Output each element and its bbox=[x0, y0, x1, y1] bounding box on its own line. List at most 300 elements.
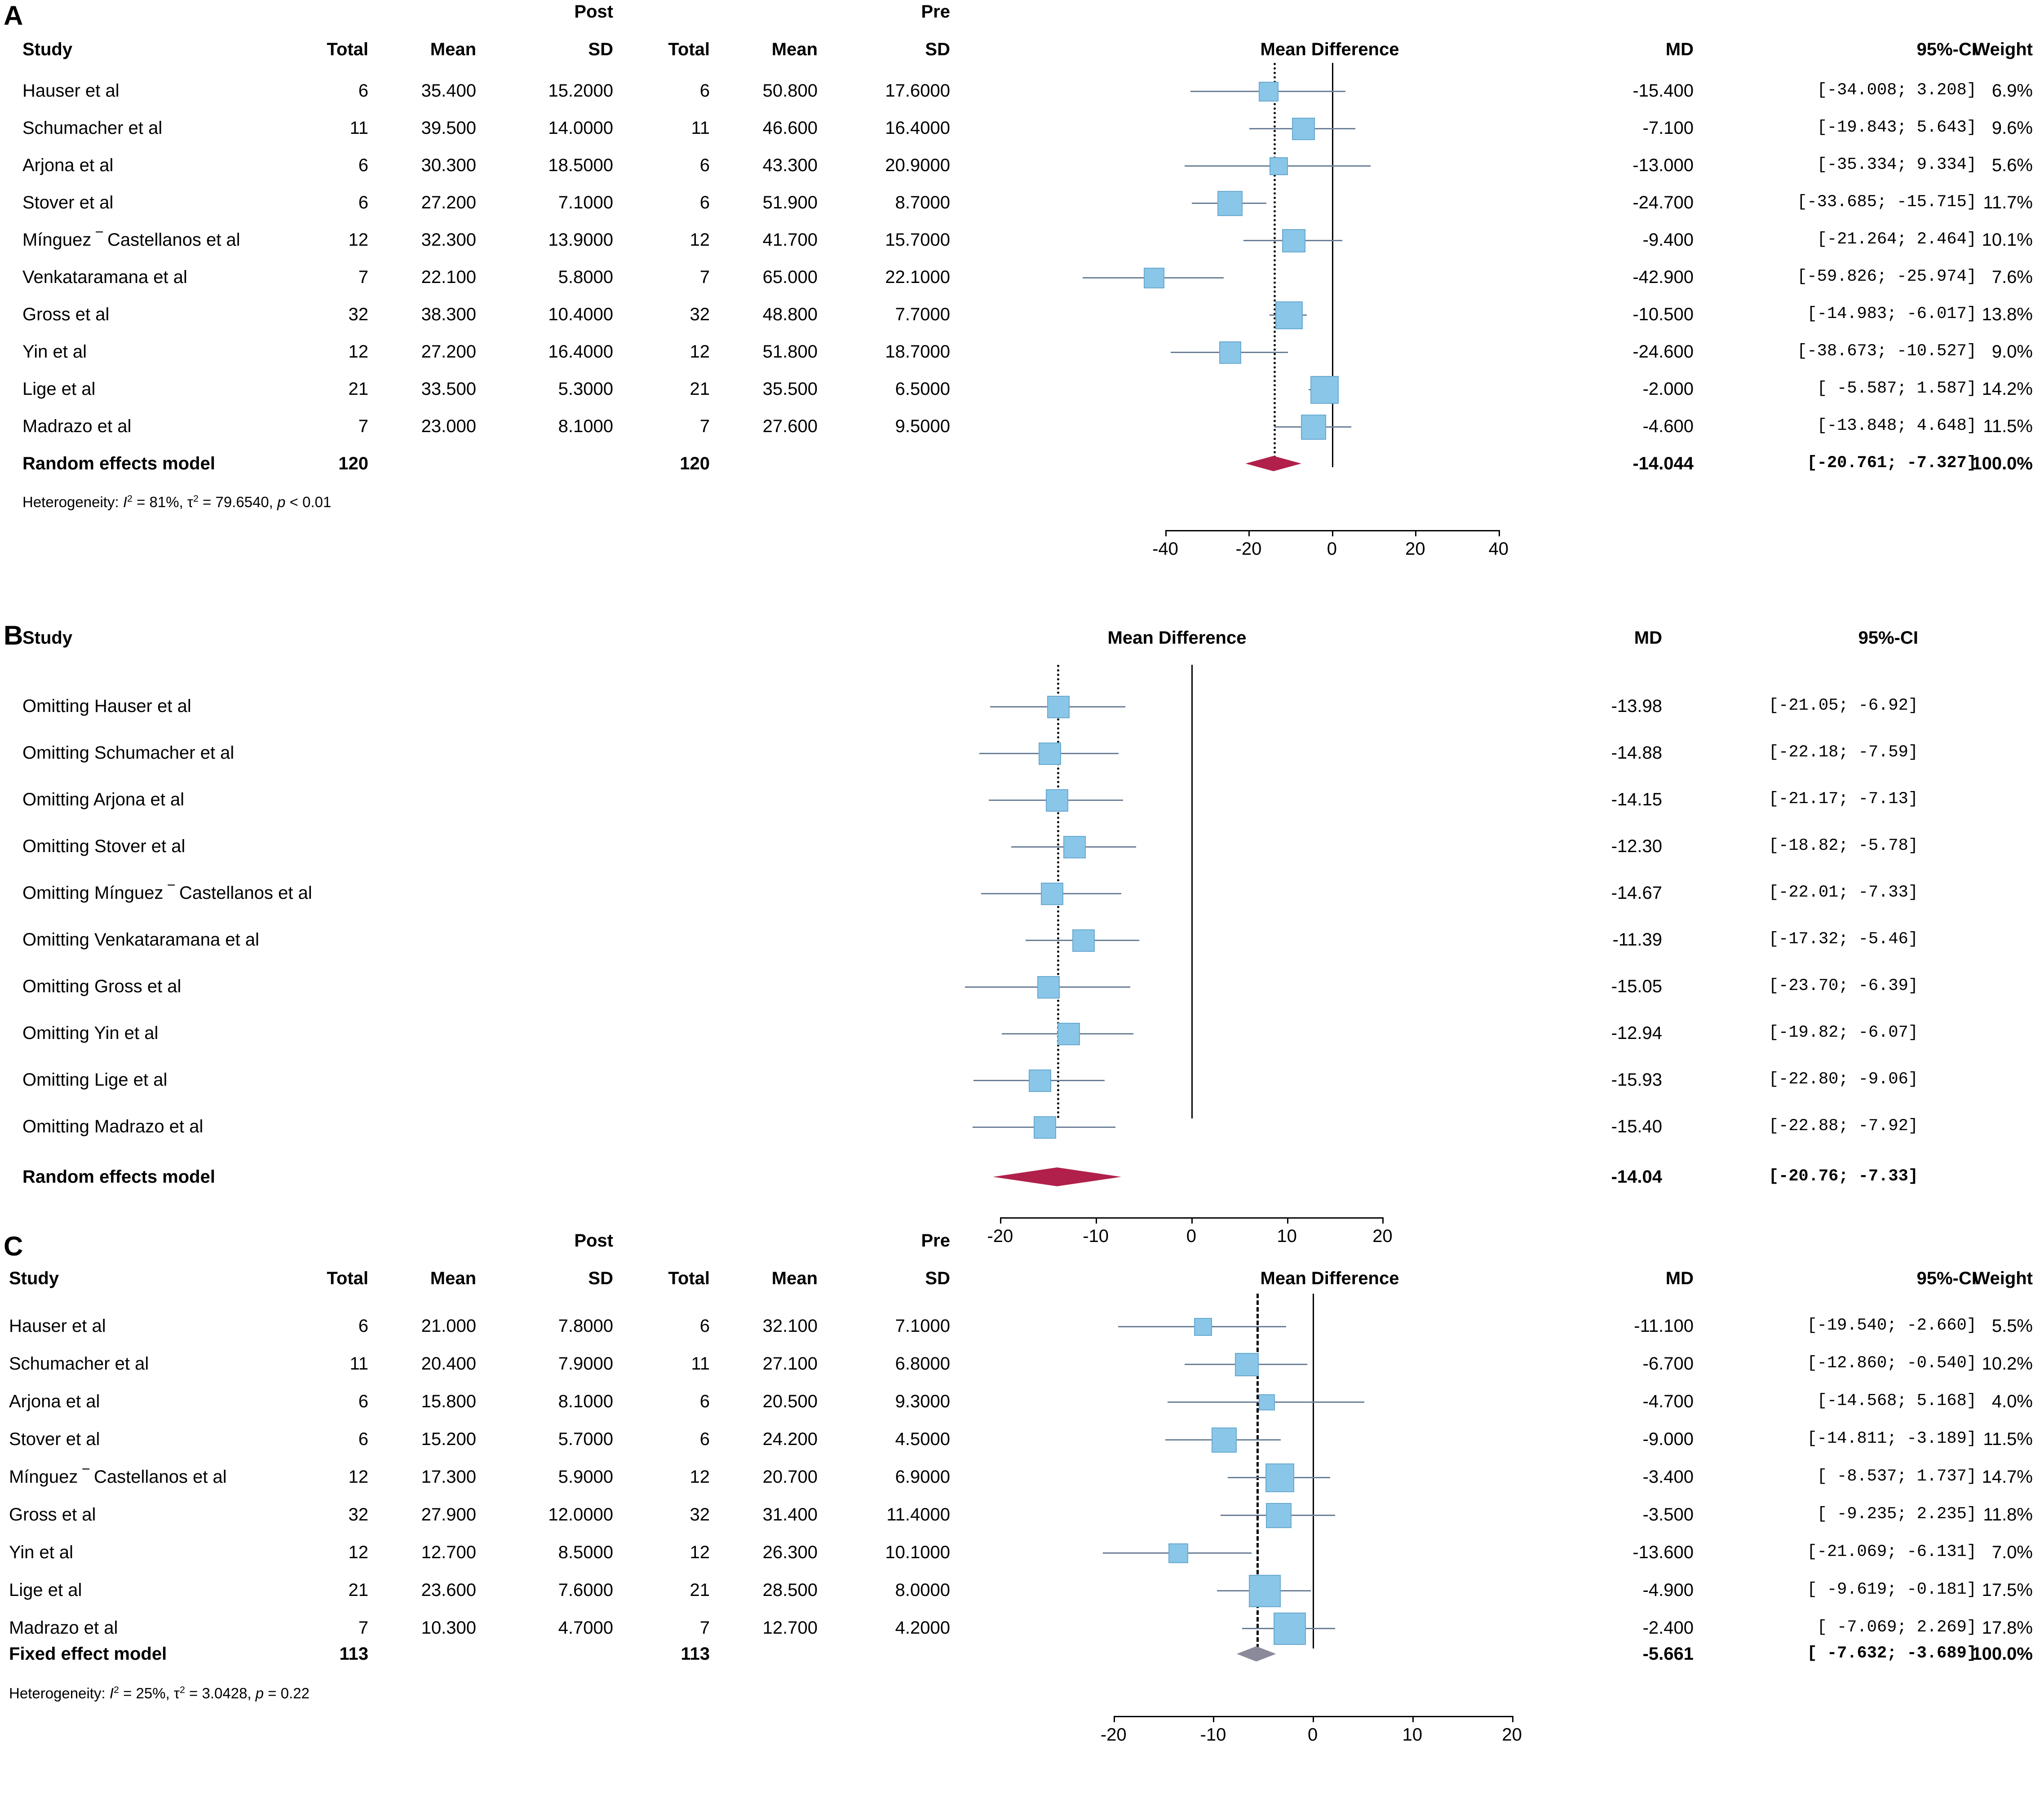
header-weight-a: Weight bbox=[1973, 40, 2033, 59]
x-axis-tick bbox=[1000, 1217, 1001, 1224]
x-axis-tick-label: -20 bbox=[987, 1226, 1013, 1246]
summary-total-post: 120 bbox=[338, 454, 368, 473]
row-sd-post: 8.5000 bbox=[558, 1542, 613, 1562]
row-ci: [-22.80; -9.06] bbox=[1768, 1070, 1918, 1089]
row-md: -15.40 bbox=[1611, 1117, 1662, 1136]
row-md: -4.600 bbox=[1642, 416, 1694, 436]
row-study-label: Omitting Mínguez ‾ Castellanos et al bbox=[22, 883, 312, 903]
x-axis-tick-label: 20 bbox=[1502, 1725, 1522, 1745]
row-mean-pre: 20.700 bbox=[762, 1467, 818, 1487]
effect-box bbox=[1265, 1463, 1294, 1492]
row-sd-pre: 8.0000 bbox=[895, 1580, 950, 1600]
row-md: -14.88 bbox=[1611, 743, 1662, 763]
row-sd-pre: 17.6000 bbox=[885, 81, 950, 101]
x-axis-tick bbox=[1248, 530, 1250, 536]
row-total-pre: 6 bbox=[699, 155, 710, 175]
row-total-pre: 32 bbox=[690, 305, 710, 324]
row-mean-post: 21.000 bbox=[421, 1316, 476, 1336]
row-total-post: 12 bbox=[348, 1542, 368, 1562]
row-study-label: Yin et al bbox=[9, 1542, 74, 1562]
row-sd-post: 18.5000 bbox=[548, 155, 613, 175]
effect-box bbox=[1047, 696, 1070, 718]
header-ci-b: 95%-CI bbox=[1858, 628, 1918, 648]
row-sd-post: 7.6000 bbox=[558, 1580, 613, 1600]
x-axis-tick bbox=[1512, 1716, 1513, 1722]
row-md: -6.700 bbox=[1642, 1354, 1694, 1374]
row-total-pre: 6 bbox=[699, 81, 710, 101]
row-mean-pre: 65.000 bbox=[762, 267, 818, 287]
row-md: -3.400 bbox=[1642, 1467, 1694, 1487]
x-axis-tick-label: 20 bbox=[1372, 1226, 1393, 1246]
row-sd-pre: 7.7000 bbox=[895, 305, 950, 324]
row-mean-pre: 28.500 bbox=[762, 1580, 818, 1600]
x-axis-tick bbox=[1287, 1217, 1288, 1224]
row-md: -9.400 bbox=[1642, 230, 1694, 250]
row-sd-post: 5.9000 bbox=[558, 1467, 613, 1487]
row-md: -13.600 bbox=[1633, 1542, 1694, 1562]
row-sd-pre: 6.5000 bbox=[895, 379, 950, 399]
row-sd-pre: 18.7000 bbox=[885, 342, 950, 362]
row-weight: 11.8% bbox=[1983, 1505, 2033, 1525]
header-mean1-a: Mean bbox=[430, 40, 476, 59]
row-mean-post: 33.500 bbox=[421, 379, 476, 399]
row-mean-pre: 26.300 bbox=[762, 1542, 818, 1562]
effect-box bbox=[1249, 1575, 1281, 1607]
row-sd-post: 4.7000 bbox=[558, 1618, 613, 1638]
row-md: -15.05 bbox=[1611, 977, 1662, 996]
row-weight: 17.8% bbox=[1982, 1618, 2033, 1638]
row-study-label: Omitting Gross et al bbox=[22, 977, 181, 996]
row-md: -10.500 bbox=[1633, 305, 1694, 324]
row-weight: 10.1% bbox=[1982, 230, 2033, 250]
plot-area-b bbox=[952, 669, 1402, 1172]
heterogeneity-text: Heterogeneity: $I^2 = 81\%$, $\tau^2 = 79.6540$, p < 0.01 bbox=[22, 493, 332, 510]
header-sd2-c: SD bbox=[925, 1268, 950, 1288]
x-axis-tick-label: 20 bbox=[1405, 539, 1425, 559]
row-ci: [-18.82; -5.78] bbox=[1768, 836, 1918, 855]
row-sd-pre: 11.4000 bbox=[886, 1505, 950, 1525]
row-total-pre: 12 bbox=[690, 342, 710, 362]
row-mean-post: 38.300 bbox=[421, 305, 476, 324]
row-ci: [-33.685; -15.715] bbox=[1797, 193, 1977, 212]
heterogeneity-text: Heterogeneity: $I^2 = 25\%$, $\tau^2 = 3.0428$, p = 0.22 bbox=[9, 1684, 310, 1702]
row-total-post: 7 bbox=[358, 416, 368, 436]
header-sd2-a: SD bbox=[925, 40, 950, 59]
effect-box bbox=[1034, 1116, 1056, 1139]
row-mean-pre: 24.200 bbox=[762, 1429, 818, 1449]
row-md: -11.100 bbox=[1634, 1316, 1694, 1336]
summary-ci: [ -7.632; -3.689] bbox=[1807, 1644, 1977, 1663]
row-study-label: Hauser et al bbox=[22, 81, 119, 101]
row-ci: [-14.983; -6.017] bbox=[1807, 305, 1977, 323]
x-axis-tick-label: 10 bbox=[1402, 1725, 1423, 1745]
row-md: -9.000 bbox=[1642, 1429, 1694, 1449]
row-total-post: 6 bbox=[358, 1392, 368, 1411]
row-ci: [-14.811; -3.189] bbox=[1807, 1429, 1977, 1448]
x-axis-tick-label: -20 bbox=[1235, 539, 1262, 559]
row-mean-pre: 48.800 bbox=[762, 305, 818, 324]
x-axis-tick-label: 10 bbox=[1277, 1226, 1297, 1246]
x-axis-tick bbox=[1313, 1716, 1314, 1722]
row-total-post: 7 bbox=[358, 1618, 368, 1638]
row-sd-post: 5.7000 bbox=[558, 1429, 613, 1449]
header-study-b: Study bbox=[22, 628, 73, 648]
row-total-post: 12 bbox=[348, 230, 368, 250]
header-total1-c: Total bbox=[327, 1268, 368, 1288]
row-total-pre: 12 bbox=[690, 1467, 710, 1487]
header-sd1-c: SD bbox=[588, 1268, 613, 1288]
row-mean-post: 27.200 bbox=[421, 342, 476, 362]
row-mean-post: 32.300 bbox=[421, 230, 476, 250]
row-mean-post: 35.400 bbox=[421, 81, 476, 101]
row-ci: [-14.568; 5.168] bbox=[1817, 1392, 1977, 1410]
row-sd-pre: 4.2000 bbox=[895, 1618, 950, 1638]
row-sd-pre: 15.7000 bbox=[885, 230, 950, 250]
row-md: -12.94 bbox=[1611, 1023, 1662, 1043]
effect-box bbox=[1292, 118, 1315, 141]
row-sd-post: 8.1000 bbox=[558, 1392, 613, 1411]
row-weight: 11.5% bbox=[1983, 416, 2033, 436]
row-mean-post: 23.600 bbox=[421, 1580, 476, 1600]
row-ci: [-21.17; -7.13] bbox=[1768, 790, 1918, 809]
row-total-post: 11 bbox=[350, 118, 368, 138]
header-md-b: MD bbox=[1634, 628, 1662, 648]
row-study-label: Schumacher et al bbox=[9, 1354, 149, 1374]
x-axis-tick-label: -20 bbox=[1100, 1725, 1127, 1745]
row-ci: [ -5.587; 1.587] bbox=[1817, 379, 1977, 398]
row-total-post: 6 bbox=[358, 1316, 368, 1336]
row-sd-post: 15.2000 bbox=[548, 81, 613, 101]
header-total2-c: Total bbox=[668, 1268, 710, 1288]
header-total2-a: Total bbox=[668, 40, 710, 59]
row-ci: [-21.05; -6.92] bbox=[1768, 696, 1918, 715]
row-ci: [-13.848; 4.648] bbox=[1817, 416, 1977, 435]
row-study-label: Lige et al bbox=[22, 379, 96, 399]
row-study-label: Mínguez ‾ Castellanos et al bbox=[9, 1467, 227, 1487]
row-sd-pre: 10.1000 bbox=[885, 1542, 950, 1562]
x-axis-tick bbox=[1499, 530, 1500, 536]
row-total-pre: 6 bbox=[699, 1392, 710, 1411]
row-sd-pre: 6.8000 bbox=[895, 1354, 950, 1374]
row-ci: [-21.069; -6.131] bbox=[1807, 1542, 1977, 1561]
row-sd-post: 7.8000 bbox=[558, 1316, 613, 1336]
x-axis-tick-label: 0 bbox=[1186, 1226, 1197, 1246]
row-sd-post: 13.9000 bbox=[548, 230, 613, 250]
summary-weight: 100.0% bbox=[1972, 1644, 2033, 1664]
row-mean-pre: 31.400 bbox=[762, 1505, 818, 1525]
row-md: -24.700 bbox=[1633, 193, 1694, 212]
summary-label: Fixed effect model bbox=[9, 1644, 167, 1664]
row-mean-pre: 50.800 bbox=[762, 81, 818, 101]
row-mean-pre: 35.500 bbox=[762, 379, 818, 399]
row-ci: [ -9.619; -0.181] bbox=[1807, 1580, 1977, 1599]
row-total-post: 21 bbox=[348, 379, 368, 399]
row-md: -4.700 bbox=[1642, 1392, 1694, 1411]
row-total-pre: 6 bbox=[699, 1429, 710, 1449]
row-total-post: 21 bbox=[348, 1580, 368, 1600]
row-mean-post: 39.500 bbox=[421, 118, 476, 138]
row-sd-pre: 20.9000 bbox=[885, 155, 950, 175]
effect-box bbox=[1274, 1613, 1306, 1645]
effect-box bbox=[1072, 929, 1095, 952]
panel-b-letter: B bbox=[4, 620, 23, 650]
effect-box bbox=[1212, 1428, 1237, 1453]
row-weight: 5.5% bbox=[1991, 1316, 2033, 1336]
row-total-post: 6 bbox=[358, 193, 368, 212]
header-md-c: MD bbox=[1665, 1268, 1694, 1288]
row-sd-post: 7.1000 bbox=[558, 193, 613, 212]
row-md: -12.30 bbox=[1611, 836, 1662, 856]
row-ci: [-19.540; -2.660] bbox=[1807, 1316, 1977, 1335]
x-axis-tick bbox=[1382, 1217, 1384, 1224]
row-total-pre: 12 bbox=[690, 1542, 710, 1562]
row-sd-post: 8.1000 bbox=[558, 416, 613, 436]
row-total-pre: 7 bbox=[699, 267, 710, 287]
row-sd-pre: 6.9000 bbox=[895, 1467, 950, 1487]
row-study-label: Omitting Schumacher et al bbox=[22, 743, 234, 763]
row-study-label: Omitting Arjona et al bbox=[22, 790, 185, 809]
row-ci: [ -7.069; 2.269] bbox=[1817, 1618, 1977, 1637]
row-total-pre: 7 bbox=[699, 416, 710, 436]
zero-line bbox=[1191, 665, 1193, 1118]
header-mean1-c: Mean bbox=[430, 1268, 476, 1288]
row-md: -4.900 bbox=[1642, 1580, 1694, 1600]
row-mean-post: 22.100 bbox=[421, 267, 476, 287]
effect-box bbox=[1275, 301, 1303, 329]
header-post-a: Post bbox=[574, 2, 613, 22]
row-ci: [ -8.537; 1.737] bbox=[1817, 1467, 1977, 1486]
row-md: -13.000 bbox=[1633, 155, 1694, 175]
zero-line bbox=[1313, 1294, 1314, 1648]
summary-label: Random effects model bbox=[22, 454, 215, 473]
row-study-label: Arjona et al bbox=[9, 1392, 100, 1411]
x-axis-tick-label: -10 bbox=[1200, 1725, 1226, 1745]
effect-box bbox=[1259, 1394, 1275, 1410]
row-weight: 13.8% bbox=[1982, 305, 2033, 324]
row-weight: 9.6% bbox=[1991, 118, 2033, 138]
row-ci: [-35.334; 9.334] bbox=[1817, 155, 1977, 174]
row-study-label: Yin et al bbox=[22, 342, 87, 362]
row-weight: 14.7% bbox=[1982, 1467, 2033, 1487]
header-ci-c: 95%-CI bbox=[1916, 1268, 1977, 1288]
row-md: -42.900 bbox=[1633, 267, 1694, 287]
row-study-label: Omitting Lige et al bbox=[22, 1070, 168, 1090]
row-weight: 6.9% bbox=[1991, 81, 2033, 101]
row-ci: [-19.843; 5.643] bbox=[1817, 118, 1977, 137]
header-study-a: Study bbox=[22, 40, 73, 59]
effect-box bbox=[1144, 268, 1164, 288]
effect-box bbox=[1029, 1070, 1051, 1092]
row-sd-post: 14.0000 bbox=[548, 118, 613, 138]
row-ci: [ -9.235; 2.235] bbox=[1817, 1505, 1977, 1524]
row-study-label: Omitting Yin et al bbox=[22, 1023, 159, 1043]
row-sd-pre: 16.4000 bbox=[885, 118, 950, 138]
row-md: -11.39 bbox=[1612, 930, 1662, 950]
summary-weight: 100.0% bbox=[1972, 454, 2033, 473]
effect-box bbox=[1041, 883, 1063, 905]
row-study-label: Gross et al bbox=[9, 1505, 96, 1525]
row-mean-pre: 51.800 bbox=[762, 342, 818, 362]
row-weight: 10.2% bbox=[1982, 1354, 2033, 1374]
x-axis-tick-label: 40 bbox=[1488, 539, 1509, 559]
row-md: -14.67 bbox=[1611, 883, 1662, 903]
row-md: -13.98 bbox=[1611, 696, 1662, 716]
row-ci: [-19.82; -6.07] bbox=[1768, 1023, 1918, 1042]
row-study-label: Omitting Madrazo et al bbox=[22, 1117, 204, 1136]
row-mean-pre: 43.300 bbox=[762, 155, 818, 175]
summary-md: -14.044 bbox=[1633, 454, 1694, 473]
plot-title-c: Mean Difference bbox=[1260, 1268, 1399, 1288]
row-md: -2.400 bbox=[1642, 1618, 1694, 1638]
row-mean-post: 15.800 bbox=[421, 1392, 476, 1411]
row-weight: 7.6% bbox=[1991, 267, 2033, 287]
row-sd-post: 5.8000 bbox=[558, 267, 613, 287]
x-axis-tick-label: -40 bbox=[1152, 539, 1178, 559]
row-total-post: 11 bbox=[350, 1354, 368, 1374]
row-total-pre: 21 bbox=[690, 379, 710, 399]
effect-box bbox=[1057, 1023, 1080, 1045]
row-ci: [-22.01; -7.33] bbox=[1768, 883, 1918, 902]
row-sd-post: 5.3000 bbox=[558, 379, 613, 399]
row-mean-pre: 27.600 bbox=[762, 416, 818, 436]
row-sd-post: 12.0000 bbox=[548, 1505, 613, 1525]
row-study-label: Gross et al bbox=[22, 305, 110, 324]
row-study-label: Hauser et al bbox=[9, 1316, 106, 1336]
row-total-post: 6 bbox=[358, 81, 368, 101]
row-study-label: Stover et al bbox=[22, 193, 114, 212]
row-mean-pre: 12.700 bbox=[762, 1618, 818, 1638]
effect-box bbox=[1310, 376, 1339, 404]
row-sd-pre: 7.1000 bbox=[895, 1316, 950, 1336]
row-mean-post: 23.000 bbox=[421, 416, 476, 436]
header-total1-a: Total bbox=[327, 40, 368, 59]
x-axis-tick-label: 0 bbox=[1327, 539, 1337, 559]
row-mean-pre: 41.700 bbox=[762, 230, 818, 250]
header-mean2-c: Mean bbox=[771, 1268, 818, 1288]
row-total-pre: 11 bbox=[691, 118, 710, 138]
row-study-label: Venkataramana et al bbox=[22, 267, 187, 287]
row-ci: [-59.826; -25.974] bbox=[1797, 267, 1977, 286]
row-study-label: Arjona et al bbox=[22, 155, 114, 175]
row-mean-pre: 20.500 bbox=[762, 1392, 818, 1411]
x-axis-tick bbox=[1332, 530, 1333, 536]
row-total-pre: 32 bbox=[690, 1505, 710, 1525]
row-total-post: 6 bbox=[358, 1429, 368, 1449]
row-ci: [-21.264; 2.464] bbox=[1817, 230, 1977, 249]
x-axis-tick bbox=[1415, 530, 1416, 536]
summary-ci: [-20.76; -7.33] bbox=[1768, 1167, 1918, 1186]
row-sd-pre: 9.3000 bbox=[895, 1392, 950, 1411]
row-ci: [-12.860; -0.540] bbox=[1807, 1354, 1977, 1373]
header-sd1-a: SD bbox=[588, 40, 613, 59]
effect-box bbox=[1037, 976, 1060, 999]
summary-md: -14.04 bbox=[1611, 1167, 1662, 1187]
effect-box bbox=[1194, 1318, 1212, 1336]
row-weight: 14.2% bbox=[1982, 379, 2033, 399]
row-md: -24.600 bbox=[1633, 342, 1694, 362]
row-mean-pre: 27.100 bbox=[762, 1354, 818, 1374]
row-mean-pre: 51.900 bbox=[762, 193, 818, 212]
effect-box bbox=[1266, 1503, 1292, 1529]
row-total-pre: 7 bbox=[699, 1618, 710, 1638]
row-md: -15.400 bbox=[1633, 81, 1694, 101]
row-ci: [-22.18; -7.59] bbox=[1768, 743, 1918, 762]
effect-box bbox=[1219, 341, 1241, 363]
row-total-pre: 6 bbox=[699, 1316, 710, 1336]
row-weight: 11.7% bbox=[1983, 193, 2033, 212]
row-md: -3.500 bbox=[1642, 1505, 1694, 1525]
effect-box bbox=[1235, 1353, 1259, 1377]
plot-area-c bbox=[1074, 1303, 1532, 1752]
summary-label: Random effects model bbox=[22, 1167, 215, 1187]
x-axis-tick bbox=[1096, 1217, 1097, 1224]
row-study-label: Lige et al bbox=[9, 1580, 82, 1600]
row-mean-post: 27.900 bbox=[421, 1505, 476, 1525]
effect-box bbox=[1168, 1543, 1188, 1563]
effect-box bbox=[1039, 742, 1061, 765]
header-study-c: Study bbox=[9, 1268, 59, 1288]
row-ci: [-34.008; 3.208] bbox=[1817, 81, 1977, 100]
row-weight: 9.0% bbox=[1991, 342, 2033, 362]
row-mean-pre: 46.600 bbox=[762, 118, 818, 138]
row-total-pre: 11 bbox=[691, 1354, 710, 1374]
x-axis-tick bbox=[1165, 530, 1167, 536]
row-study-label: Stover et al bbox=[9, 1429, 100, 1449]
row-total-post: 7 bbox=[358, 267, 368, 287]
row-study-label: Mínguez ‾ Castellanos et al bbox=[22, 230, 240, 250]
x-axis-tick-label: -10 bbox=[1083, 1226, 1109, 1246]
row-sd-post: 7.9000 bbox=[558, 1354, 613, 1374]
summary-total-post: 113 bbox=[339, 1644, 368, 1664]
header-mean2-a: Mean bbox=[771, 40, 818, 59]
row-mean-pre: 32.100 bbox=[762, 1316, 818, 1336]
header-ci-a: 95%-CI bbox=[1916, 40, 1977, 59]
row-sd-post: 10.4000 bbox=[548, 305, 613, 324]
row-ci: [-23.70; -6.39] bbox=[1768, 977, 1918, 995]
row-ci: [-22.88; -7.92] bbox=[1768, 1117, 1918, 1136]
row-sd-pre: 4.5000 bbox=[895, 1429, 950, 1449]
x-axis-tick bbox=[1114, 1716, 1115, 1722]
panel-a-letter: A bbox=[4, 0, 23, 31]
header-post-c: Post bbox=[574, 1231, 613, 1251]
header-weight-c: Weight bbox=[1973, 1268, 2033, 1288]
plot-title-b: Mean Difference bbox=[1107, 628, 1247, 648]
effect-box bbox=[1259, 82, 1279, 102]
row-md: -14.15 bbox=[1611, 790, 1662, 809]
row-study-label: Madrazo et al bbox=[9, 1618, 118, 1638]
row-mean-post: 12.700 bbox=[421, 1542, 476, 1562]
effect-box bbox=[1063, 836, 1086, 858]
row-total-pre: 21 bbox=[690, 1580, 710, 1600]
zero-line bbox=[1332, 63, 1333, 467]
row-total-post: 6 bbox=[358, 155, 368, 175]
row-mean-post: 30.300 bbox=[421, 155, 476, 175]
row-ci: [-38.673; -10.527] bbox=[1797, 342, 1977, 361]
effect-box bbox=[1301, 415, 1326, 440]
row-total-post: 32 bbox=[348, 1505, 368, 1525]
panel-c bbox=[0, 1231, 2044, 1812]
row-total-post: 32 bbox=[348, 305, 368, 324]
header-pre-a: Pre bbox=[921, 2, 950, 22]
plot-title-a: Mean Difference bbox=[1260, 40, 1399, 59]
row-total-post: 12 bbox=[348, 342, 368, 362]
x-axis-tick bbox=[1412, 1716, 1414, 1722]
row-total-post: 12 bbox=[348, 1467, 368, 1487]
row-weight: 5.6% bbox=[1991, 155, 2033, 175]
row-sd-post: 16.4000 bbox=[548, 342, 613, 362]
effect-box bbox=[1217, 191, 1243, 216]
row-md: -2.000 bbox=[1642, 379, 1694, 399]
